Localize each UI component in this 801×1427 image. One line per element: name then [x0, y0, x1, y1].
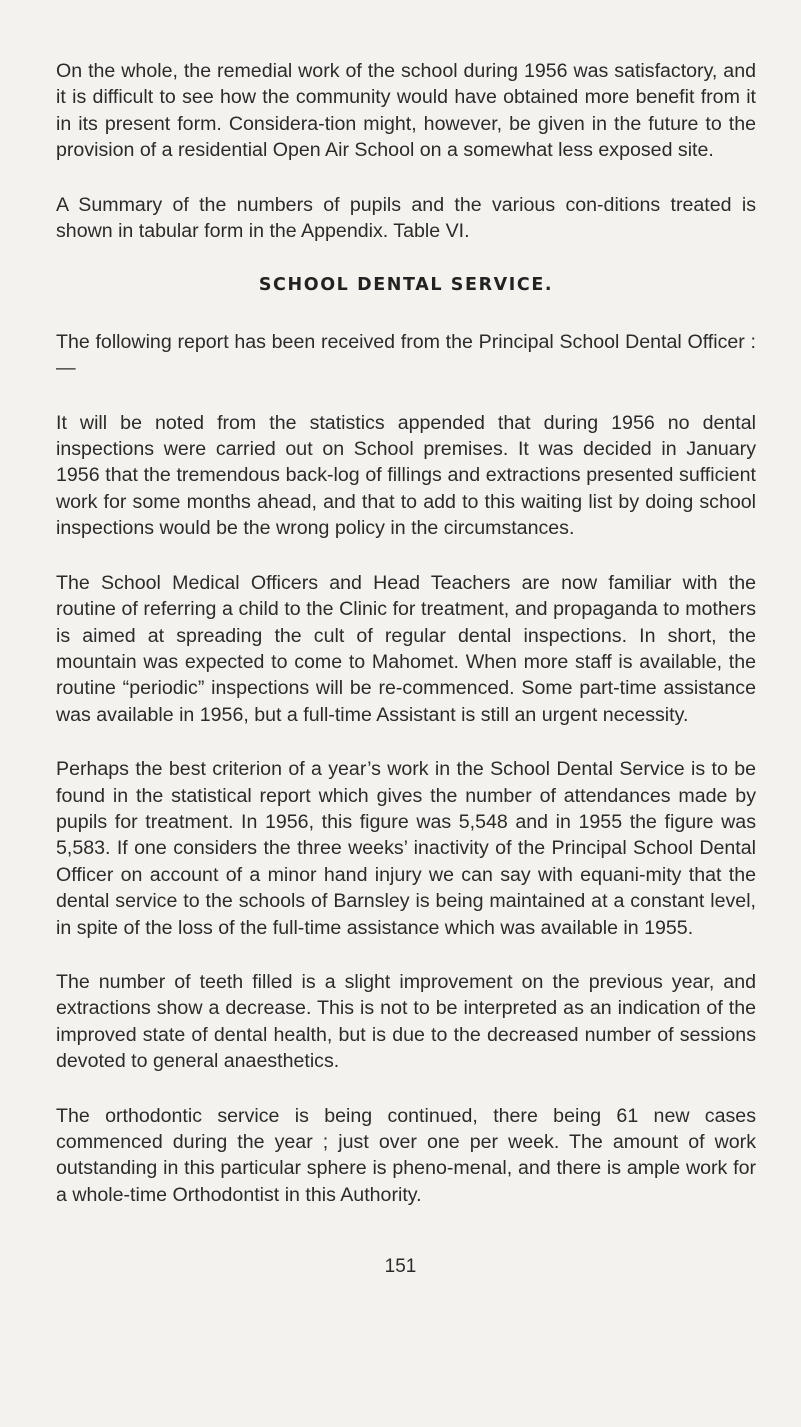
paragraph-attendances: Perhaps the best criterion of a year’s work in the School Dental Service is to be found in the statistical report which gives the number of attendances made by pupils for treatment. In 1956, this figure was 5,548 and in 1955 the figure was 5,583. If one considers the three weeks’ inactivity of the Principal School Dental Officer on account of a minor hand injury we can say with equani-mity that the dental service to the schools of Barnsley is being maintained at a constant level, in spite of the loss of the full-time assistance which was available in 1955. [56, 758, 756, 939]
paragraph-orthodontic: The orthodontic service is being continued, there being 61 new cases commenced during the year ; just over one per week. The amount of work outstanding in this particular sphere is pheno-menal, and there is ample work for a whole-time Orthodontist in this Authority. [56, 1104, 756, 1206]
section-heading: SCHOOL DENTAL SERVICE. [258, 275, 554, 296]
paragraph-referral-routine: The School Medical Officers and Head Teachers are now familiar with the routine of referring a child to the Clinic for treatment, and propaganda to mothers is aimed at spreading the cult of regular dental inspections. In short, the mountain was expected to come to Mahomet. When more staff is available, the routine “periodic” inspections will be re-commenced. Some part-time assistance was available in 1956, but a full-time Assistant is still an urgent necessity. [56, 571, 756, 726]
paragraph-no-inspections: It will be noted from the statistics appended that during 1956 no dental inspections were carried out on School premises. It was decided in January 1956 that the tremendous back-log of fillings and extractions presented sufficient work for some months ahead, and that to add to this waiting list by doing school inspections would be the wrong policy in the circumstances. [56, 411, 756, 540]
paragraph-remedial-work: On the whole, the remedial work of the school during 1956 was satisfactory, and it is difficult to see how the community would have obtained more benefit from it in its present form. Considera-tion might, however, be given in the future to the provision of a residential Open Air School on a somewhat less exposed site. [56, 60, 756, 162]
paragraph-summary-appendix: A Summary of the numbers of pupils and the various con-ditions treated is shown in tabular form in the Appendix. Table VI. [56, 193, 756, 243]
page-number: 151 [384, 1256, 417, 1277]
paragraph-teeth-filled: The number of teeth filled is a slight improvement on the previous year, and extractions show a decrease. This is not to be interpreted as an indication of the improved state of dental health, but is due to the decreased number of sessions devoted to general anaesthetics. [56, 970, 756, 1073]
document-page [56, 58, 756, 1236]
paragraph-report-intro: The following report has been received from the Principal School Dental Officer :— [56, 330, 756, 380]
